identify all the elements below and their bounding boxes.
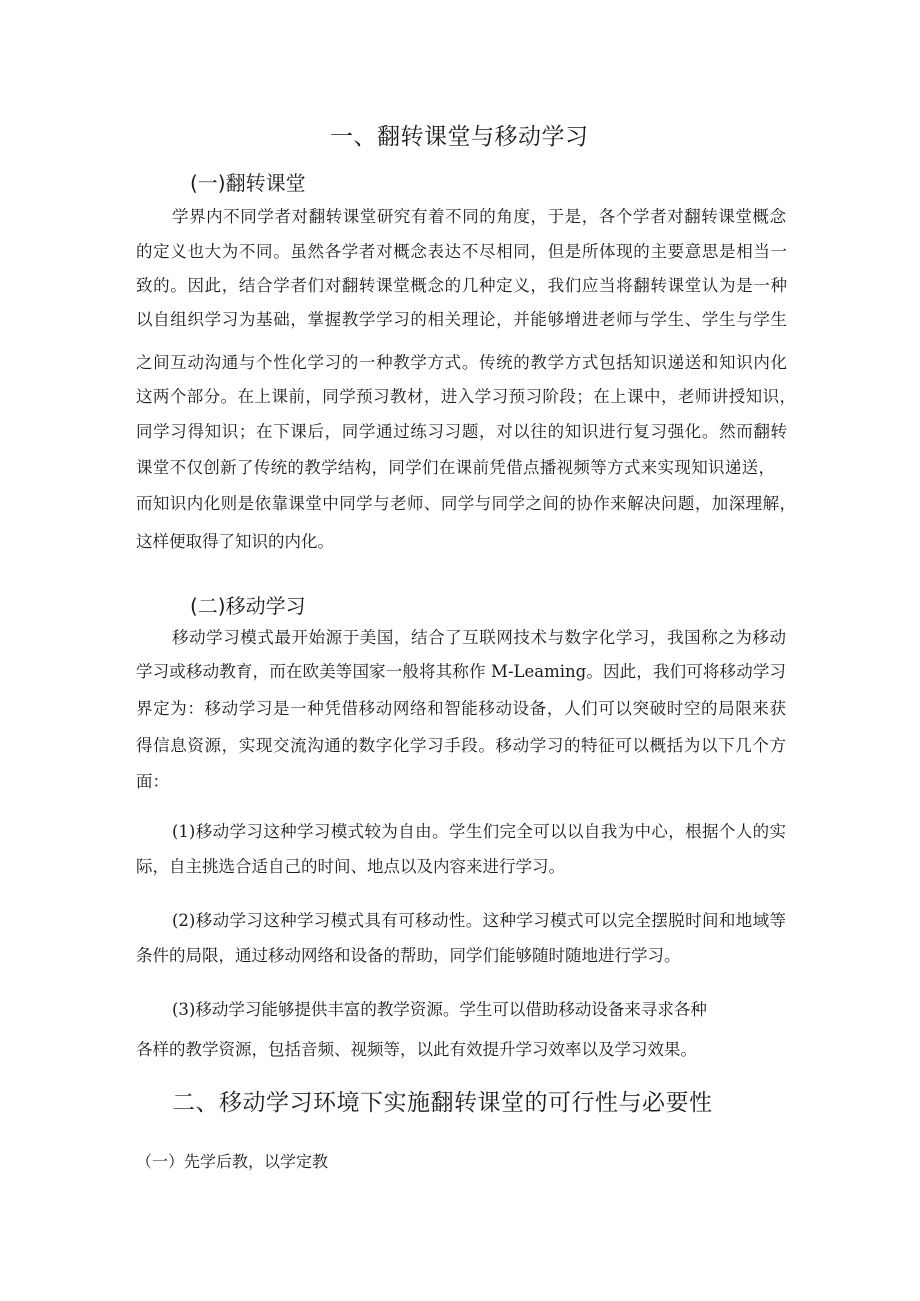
section-2-title: 二、移动学习环境下实施翻转课堂的可行性与必要性	[172, 1090, 713, 1116]
paragraph-line: 而知识内化则是依靠课堂中同学与老师、同学与同学之间的协作来解决问题，加深理解，	[136, 494, 796, 513]
feature-line: 际，自主挑选合适自己的时间、地点以及内容来进行学习。	[136, 857, 565, 876]
paragraph-line: 致的。因此，结合学者们对翻转课堂概念的几种定义，我们应当将翻转课堂认为是一种	[136, 276, 787, 295]
feature-line: 各样的教学资源，包括音频、视频等，以此有效提升学习效率以及学习效果。	[136, 1040, 697, 1059]
paragraph-line: 这样便取得了知识的内化。	[136, 532, 334, 551]
feature-line: (2)移动学习这种学习模式具有可移动性。这种学习模式可以完全摆脱时间和地域等	[172, 911, 786, 930]
subsection-flipped-classroom-title: (一)翻转课堂	[190, 171, 306, 195]
paragraph-line: 课堂不仅创新了传统的教学结构，同学们在课前凭借点播视频等方式来实现知识递送，	[136, 458, 775, 477]
paragraph-line: 学习或移动教育，而在欧美等国家一般将其称作 M-Leaming。因此，我们可将移动学习	[136, 662, 786, 681]
paragraph-line: 移动学习模式最开始源于美国，结合了互联网技术与数字化学习，我国称之为移动	[172, 628, 786, 647]
paragraph-line: 的定义也大为不同。虽然各学者对概念表达不尽相同，但是所体现的主要意思是相当一	[136, 242, 787, 261]
feature-line: 条件的局限，通过移动网络和设备的帮助，同学们能够随时随地进行学习。	[136, 946, 681, 965]
paragraph-line: 面：	[136, 772, 169, 791]
paragraph-line: 之间互动沟通与个性化学习的一种教学方式。传统的教学方式包括知识递送和知识内化	[136, 353, 787, 372]
subsection-mobile-learning-title: (二)移动学习	[190, 594, 306, 618]
feature-line: (1)移动学习这种学习模式较为自由。学生们完全可以以自我为中心，根据个人的实	[172, 822, 786, 841]
paragraph-line: 这两个部分。在上课前，同学预习教材，进入学习预习阶段；在上课中，老师讲授知识，	[136, 387, 796, 406]
paragraph-line: 学界内不同学者对翻转课堂研究有着不同的角度，于是，各个学者对翻转课堂概念	[172, 207, 786, 226]
paragraph-line: 以自组织学习为基础，掌握教学学习的相关理论，并能够增进老师与学生、学生与学生	[136, 310, 787, 329]
feature-line: (3)移动学习能够提供丰富的教学资源。学生可以借助移动设备来寻求各种	[172, 1000, 707, 1019]
paragraph-line: 得信息资源，实现交流沟通的数字化学习手段。移动学习的特征可以概括为以下几个方	[136, 736, 786, 755]
section-2-subsection-1-title: （一）先学后教，以学定教	[136, 1152, 329, 1171]
section-1-title: 一、翻转课堂与移动学习	[330, 124, 589, 150]
paragraph-line: 同学习得知识；在下课后，同学通过练习习题，对以往的知识进行复习强化。然而翻转	[136, 422, 787, 441]
paragraph-line: 界定为：移动学习是一种凭借移动网络和智能移动设备，人们可以突破时空的局限来获	[136, 699, 786, 718]
